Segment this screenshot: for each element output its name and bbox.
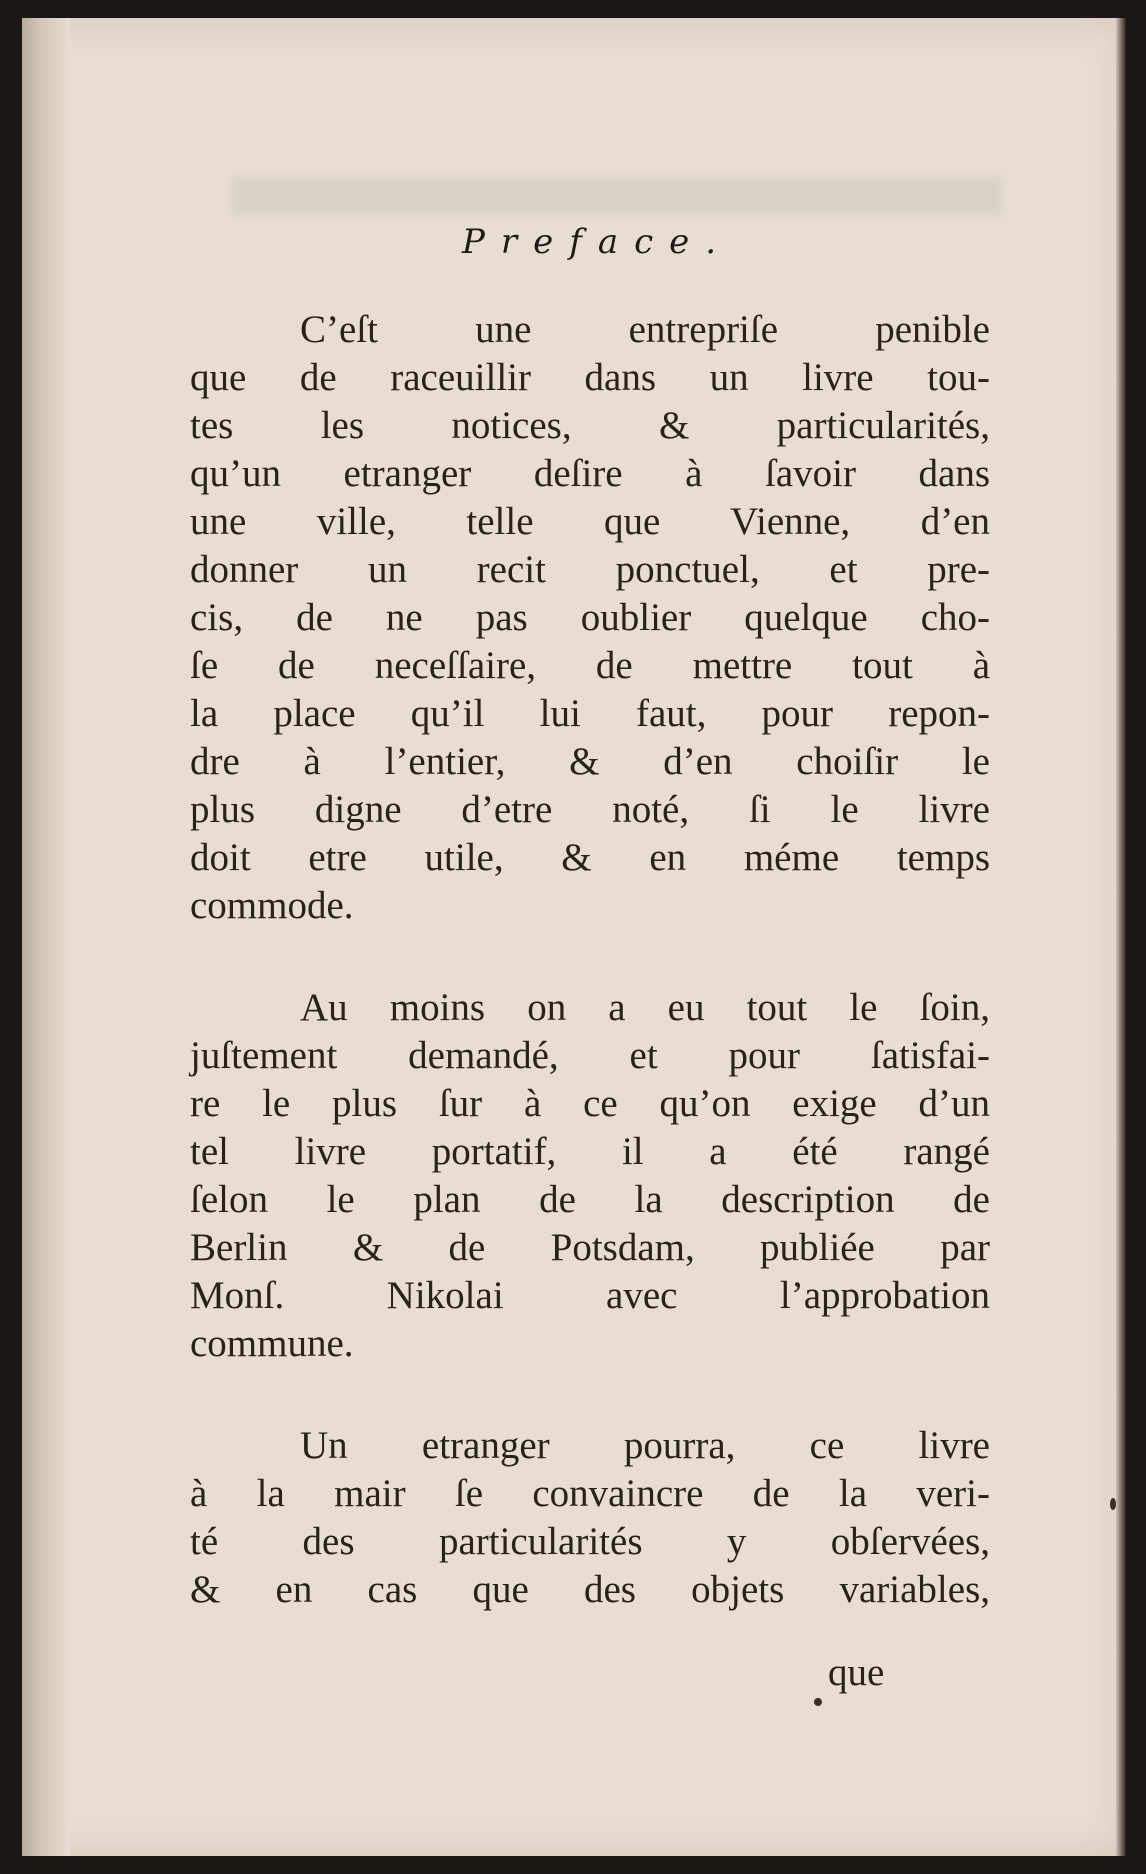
- text-line: commune.: [190, 1322, 354, 1365]
- text-line: ſelon le plan de la description de: [190, 1178, 990, 1221]
- paragraph-2: [190, 984, 990, 1368]
- text-line: plus digne d’etre noté, ſi le livre: [190, 788, 990, 831]
- text-line: cis, de ne pas oublier quelque cho-: [190, 596, 990, 639]
- text-line: à la mair ſe convaincre de la veri-: [190, 1472, 990, 1515]
- text-line: commode.: [190, 884, 354, 927]
- text-line: re le plus ſur à ce qu’on exige d’un: [190, 1082, 990, 1125]
- show-through-strip: [232, 178, 1002, 214]
- running-head: Preface.: [462, 222, 733, 262]
- text-line: que de raceuillir dans un livre tou-: [190, 356, 990, 399]
- text-line: qu’un etranger deſire à ſavoir dans: [190, 452, 990, 495]
- text-line: ſe de neceſſaire, de mettre tout à: [190, 644, 990, 687]
- text-line: té des particularités y obſervées,: [190, 1520, 990, 1563]
- ink-speck: [814, 1698, 822, 1706]
- text-line: donner un recit ponctuel, et pre-: [190, 548, 990, 591]
- text-line: la place qu’il lui faut, pour repon-: [190, 692, 990, 735]
- paragraph-3: [190, 1422, 990, 1614]
- text-line: C’eſt une entrepriſe penible: [300, 308, 990, 351]
- text-line: juſtement demandé, et pour ſatisfai-: [190, 1034, 990, 1077]
- text-line: tes les notices, & particularités,: [190, 404, 990, 447]
- text-line: une ville, telle que Vienne, d’en: [190, 500, 990, 543]
- book-page: [22, 18, 1126, 1856]
- text-line: Berlin & de Potsdam, publiée par: [190, 1226, 990, 1269]
- text-line: Au moins on a eu tout le ſoin,: [300, 986, 990, 1029]
- text-line: & en cas que des objets variables,: [190, 1568, 990, 1611]
- text-line: Un etranger pourra, ce livre: [300, 1424, 990, 1467]
- text-line: tel livre portatif, il a été rangé: [190, 1130, 990, 1173]
- body-text: [190, 306, 990, 1668]
- spine-shadow: [22, 18, 70, 1856]
- text-line: doit etre utile, & en méme temps: [190, 836, 990, 879]
- text-line: dre à l’entier, & d’en choiſir le: [190, 740, 990, 783]
- ink-speck: [1110, 1498, 1116, 1510]
- text-line: Monſ. Nikolai avec l’approbation: [190, 1274, 990, 1317]
- catchword: que: [828, 1651, 885, 1694]
- paragraph-1: [190, 306, 990, 930]
- page-edge: [1116, 18, 1126, 1856]
